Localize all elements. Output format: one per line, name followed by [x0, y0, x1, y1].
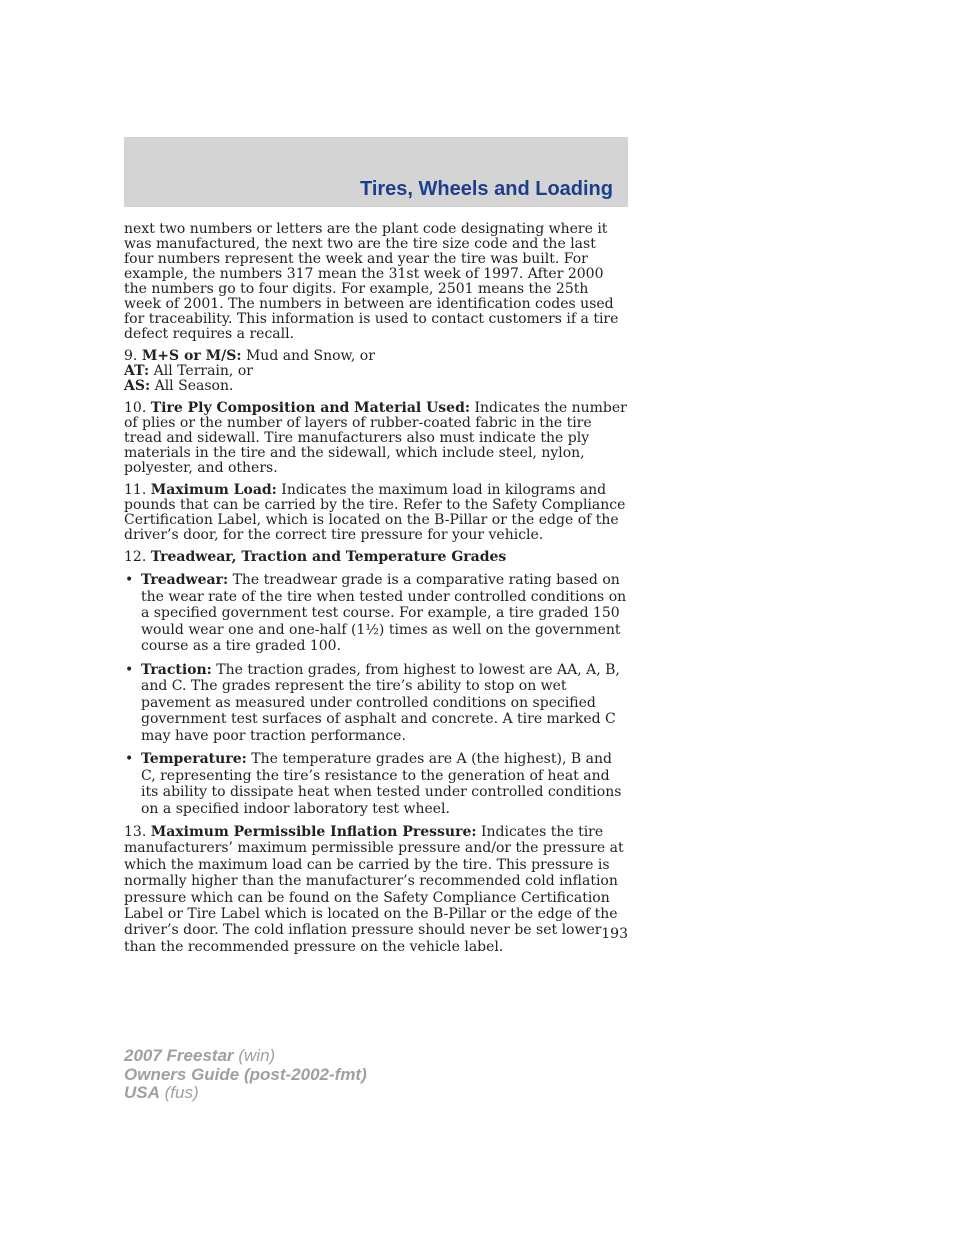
- item-9: [124, 349, 628, 394]
- bullet-temperature-text: The temperature grades are A (the highest), B and C, representing the tire’s resistance to the generation of heat and its ability to dissipate heat when tested under controlled conditions on a specified indoor laboratory test wheel.: [141, 751, 622, 817]
- footer-line-3: [124, 1084, 367, 1103]
- item-9-ms-text: Mud and Snow, or: [245, 348, 375, 364]
- bullet-dot: •: [125, 751, 134, 767]
- footer-line-2: [124, 1066, 367, 1085]
- item-13: [124, 824, 628, 955]
- page-number: 193: [601, 926, 628, 942]
- item-11-label: Maximum Load:: [150, 482, 277, 498]
- item-11: [124, 483, 628, 543]
- bullet-dot: •: [125, 572, 134, 588]
- bullet-treadwear: [124, 572, 628, 655]
- item-13-label: Maximum Permissible Inflation Pressure:: [150, 824, 477, 840]
- item-9-number: 9.: [124, 348, 138, 364]
- item-9-at-text: All Terrain, or: [153, 363, 253, 379]
- intro-paragraph: next two numbers or letters are the plant code designating where it was manufactured, the next two are the tire size code and the last four numbers represent the week and year the tire was built. For example, the numbers 317 mean the 31st week of 1997. After 2000 the numbers go to four digits. For example, 2501 means the 25th week of 2001. The numbers in between are identification codes used for traceability. This information is used to contact customers if a tire defect requires a recall.: [124, 221, 619, 342]
- section-title: Tires, Wheels and Loading: [359, 178, 613, 200]
- bullet-treadwear-label: Treadwear:: [141, 572, 229, 588]
- item-9-at-label: AT:: [124, 363, 150, 379]
- bullet-treadwear-text: The treadwear grade is a comparative rating based on the wear rate of the tire when tested under controlled conditions on a specified government test course. For example, a tire graded 150 would wear one and one-half (1½) times as well on the government course as a tire graded 100.: [141, 572, 627, 654]
- item-12-number: 12.: [124, 549, 147, 565]
- footer-model: 2007 Freestar: [124, 1046, 234, 1065]
- item-9-ms-label: M+S or M/S:: [141, 348, 242, 364]
- item-10-text: Indicates the number of plies or the number of layers of rubber-coated fabric in the tire tread and sidewall. Tire manufacturers also must indicate the ply materials in the tire and the sidewall, which include steel, nylon, polyester, and others.: [124, 400, 627, 476]
- item-12: [124, 550, 628, 565]
- item-11-text: Indicates the maximum load in kilograms and pounds that can be carried by the tire. Refer to the Safety Compliance Certification Label, which is located on the B-Pillar or the edge of the driver’s door, for the correct tire pressure for your vehicle.: [124, 482, 626, 543]
- footer-line-1: [124, 1047, 367, 1066]
- footer-guide: Owners Guide (post-2002-fmt): [124, 1064, 367, 1084]
- item-9-as-text: All Season.: [154, 378, 234, 394]
- item-13-number: 13.: [124, 824, 147, 840]
- item-10-label: Tire Ply Composition and Material Used:: [150, 400, 471, 416]
- bullet-temperature-label: Temperature:: [141, 751, 247, 767]
- section-header-bar: [124, 137, 628, 207]
- footer-model-code: (win): [238, 1046, 276, 1065]
- item-13-text: Indicates the tire manufacturers’ maximum permissible pressure and/or the pressure at which the maximum load can be carried by the tire. This pressure is normally higher than the manufacturer’s recommended cold inflation pressure which can be found on the Safety Compliance Certification Label or Tire Label which is located on the B-Pillar or the edge of the driver’s door. The cold inflation pressure should never be set lower than the recommended pressure on the vehicle label.: [124, 824, 624, 955]
- document-footer: [124, 1047, 367, 1103]
- item-11-number: 11.: [124, 482, 147, 498]
- bullet-traction-text: The traction grades, from highest to lowest are AA, A, B, and C. The grades represent the tire’s ability to stop on wet pavement as measured under controlled conditions on specified government test surfaces of asphalt and concrete. A tire marked C may have poor traction performance.: [141, 661, 620, 744]
- bullet-traction-label: Traction:: [141, 661, 212, 678]
- footer-market: USA: [124, 1083, 160, 1102]
- item-12-label: Treadwear, Traction and Temperature Grades: [150, 549, 507, 565]
- bullet-dot: •: [125, 661, 134, 678]
- bullet-traction: [124, 662, 628, 745]
- item-10-number: 10.: [124, 400, 147, 416]
- page-content: [124, 222, 628, 962]
- bullet-temperature: [124, 751, 628, 817]
- footer-market-code: (fus): [164, 1083, 199, 1102]
- item-9-as-label: AS:: [124, 378, 151, 394]
- item-10: [124, 401, 628, 476]
